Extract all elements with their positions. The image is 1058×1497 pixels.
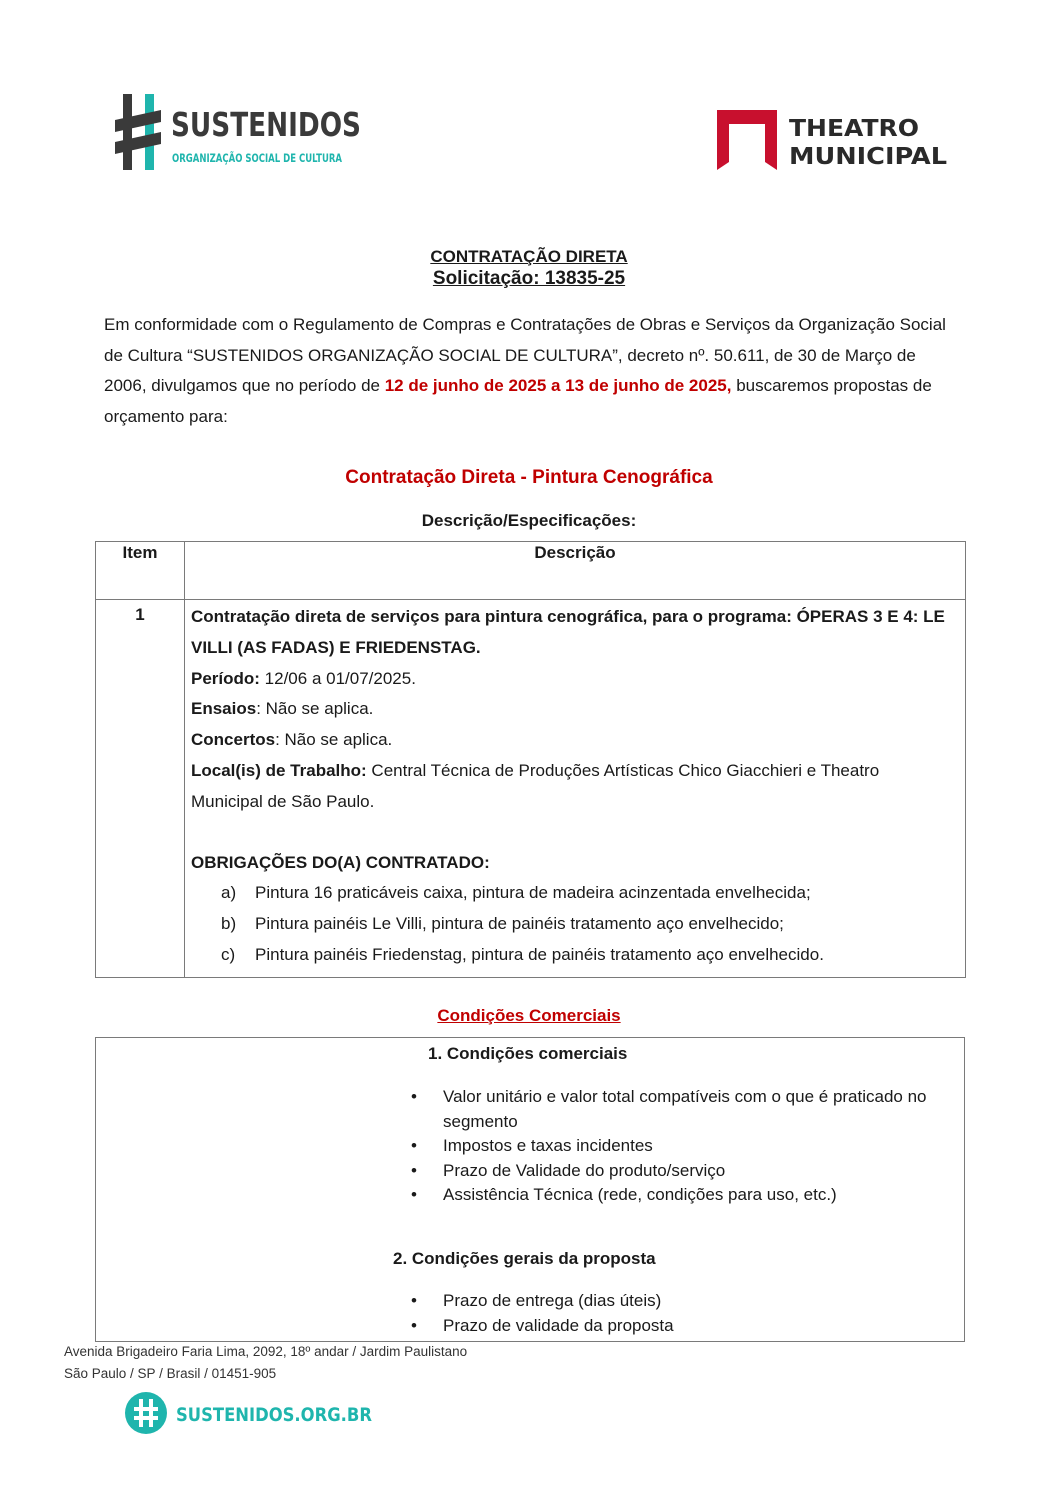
- ensaios-label: Ensaios: [191, 699, 257, 719]
- local-label: Local(is) de Trabalho:: [191, 760, 367, 780]
- ensaios-value: : Não se aplica.: [256, 699, 374, 719]
- intro-part2: buscaremos propostas de orçamento para:: [104, 376, 932, 426]
- svg-text:THEATRO: [789, 116, 919, 142]
- intro-paragraph: [104, 310, 954, 432]
- concertos-label: Concertos: [191, 730, 276, 750]
- header-item: Item: [96, 542, 185, 600]
- item-number: 1: [96, 600, 185, 978]
- obrigacoes-list: [191, 878, 955, 970]
- conditions-group1-list: [411, 1085, 956, 1208]
- list-marker: a): [221, 883, 237, 903]
- hash-circle-icon: [125, 1392, 167, 1434]
- footer-site-logo[interactable]: [124, 1390, 384, 1436]
- list-item: • Assistência Técnica (rede, condições para uso, etc.): [411, 1183, 956, 1208]
- list-item: [191, 878, 955, 909]
- item-description: [185, 600, 966, 978]
- svg-text:ORGANIZAÇÃO SOCIAL DE CULTURA: [172, 150, 402, 165]
- conditions-title: Condições Comerciais: [437, 1006, 621, 1025]
- desc-main: Contratação direta de serviços para pintura cenográfica, para o programa: ÓPERAS 3 E 4: LE VILLI (AS FADAS) E FRIEDENSTAG.: [191, 607, 945, 657]
- list-item: [191, 909, 955, 940]
- logo-name: SUSTENIDOS: [171, 105, 361, 144]
- spec-heading: Descrição/Especificações:: [421, 511, 637, 530]
- conditions-box: [95, 1037, 965, 1342]
- list-item: • Valor unitário e valor total compatíveis com o que é praticado no segmento: [411, 1085, 956, 1134]
- list-text: Pintura painéis Le Villi, pintura de painéis tratamento aço envelhecido;: [255, 914, 784, 934]
- list-item: [191, 940, 955, 971]
- section-title: Contratação Direta - Pintura Cenográfica: [345, 467, 713, 488]
- list-marker: c): [221, 944, 236, 964]
- periodo-value: 12/06 a 01/07/2025.: [259, 668, 416, 688]
- intro-part1: Em conformidade com o Regulamento de Compras e Contratações de Obras e Serviços da Organização Social de Cultura “SUSTENIDOS ORGANIZAÇÃO SOCIAL DE CULTURA”, decreto nº. 50.611, de 30 de Março de 2006, divulgamos que no período de: [104, 315, 946, 395]
- intro-period-highlight: 12 de junho de 2025 a 13 de junho de 2025,: [384, 376, 732, 395]
- local-value: Central Técnica de Produções Artísticas Chico Giacchieri e Theatro Municipal de São Paulo.: [191, 760, 880, 811]
- conditions-group1-title: 1. Condições comerciais: [428, 1044, 628, 1063]
- hash-icon: [115, 94, 161, 170]
- footer-site: SUSTENIDOS.ORG.BR: [176, 1404, 373, 1426]
- svg-text:MUNICIPAL: [789, 144, 947, 170]
- svg-text:SUSTENIDOS: [171, 105, 361, 144]
- conditions-group2-title: 2. Condições gerais da proposta: [393, 1249, 656, 1268]
- footer-address-line1: Avenida Brigadeiro Faria Lima, 2092, 18º andar / Jardim Paulistano: [64, 1344, 468, 1359]
- footer-address-line2: São Paulo / SP / Brasil / 01451-905: [64, 1366, 277, 1381]
- theatro-municipal-logo: [715, 108, 955, 172]
- list-item: • Prazo de validade da proposta: [411, 1314, 956, 1339]
- obrigacoes-title: OBRIGAÇÕES DO(A) CONTRATADO:: [191, 852, 490, 872]
- list-text: Pintura 16 praticáveis caixa, pintura de madeira acinzentada envelhecida;: [255, 883, 811, 903]
- svg-text:SUSTENIDOS.ORG.BR: [176, 1404, 372, 1426]
- logo-line2: MUNICIPAL: [789, 144, 948, 170]
- request-number: Solicitação: 13835-25: [432, 268, 626, 289]
- spec-table: [95, 541, 966, 978]
- conditions-group2-list: [411, 1289, 956, 1338]
- list-item: • Prazo de Validade do produto/serviço: [411, 1159, 956, 1184]
- sustenidos-logo: [115, 92, 402, 172]
- header-description: Descrição: [185, 542, 966, 600]
- logo-tagline: ORGANIZAÇÃO SOCIAL DE CULTURA: [172, 151, 402, 165]
- list-text: Pintura painéis Friedenstag, pintura de painéis tratamento aço envelhecido.: [255, 944, 824, 964]
- concertos-value: : Não se aplica.: [275, 730, 393, 750]
- theatre-arch-icon: [717, 110, 777, 170]
- document-title: CONTRATAÇÃO DIRETA: [430, 247, 628, 266]
- table-row: [96, 600, 966, 978]
- logo-line1: THEATRO: [789, 116, 919, 142]
- list-item: • Prazo de entrega (dias úteis): [411, 1289, 956, 1314]
- list-marker: b): [221, 914, 237, 934]
- list-item: • Impostos e taxas incidentes: [411, 1134, 956, 1159]
- table-header-row: [96, 542, 966, 600]
- periodo-label: Período:: [191, 668, 260, 688]
